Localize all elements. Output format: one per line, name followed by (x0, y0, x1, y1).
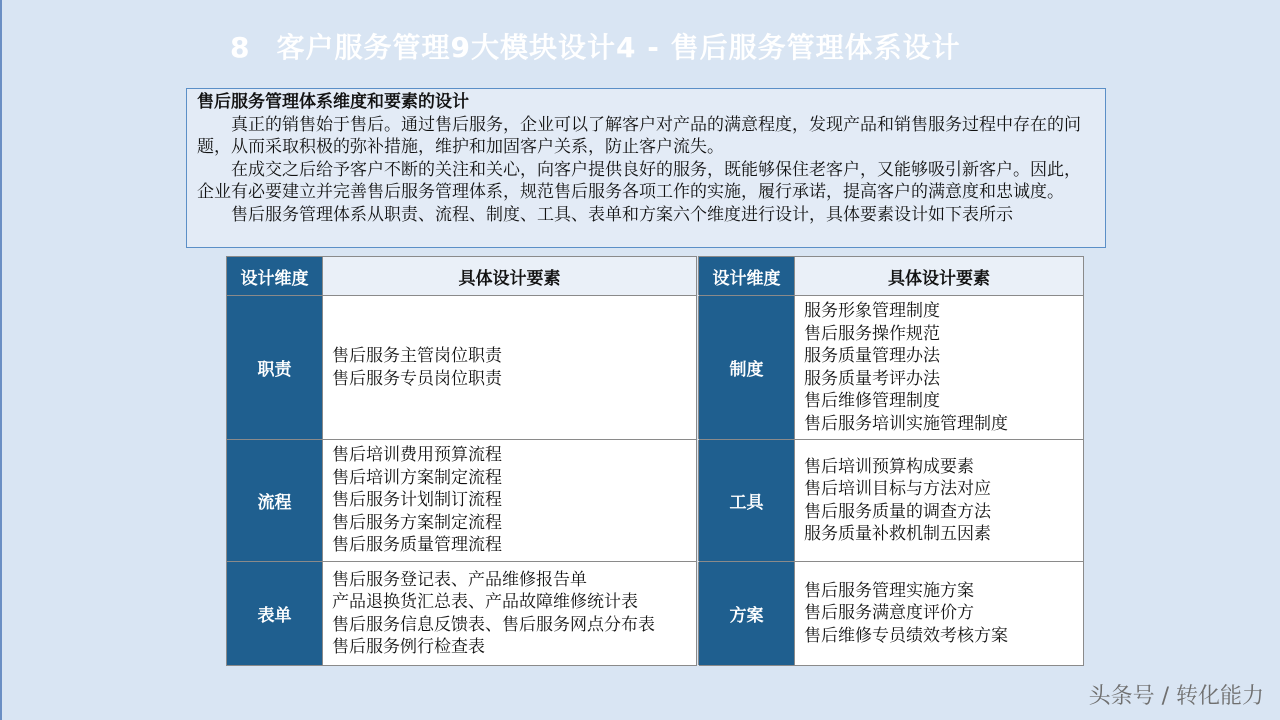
elements-cell (323, 296, 697, 440)
table-row (227, 562, 1084, 666)
element-item: 售后服务质量的调查方法 (804, 501, 991, 522)
intro-paragraph: 在成交之后给予客户不断的关注和关心，向客户提供良好的服务，既能够保住老客户，又能够吸引新客户。因此，企业有必要建立并完善售后服务管理体系，规范售后服务各项工作的实施，履行承诺，提高客户的满意度和忠诚度。 (197, 159, 1081, 202)
header-elements: 具体设计要素 (323, 257, 697, 296)
table-header-row (227, 257, 1084, 296)
element-item: 售后服务主管岗位职责 (332, 346, 502, 366)
element-item: 售后服务专员岗位职责 (332, 368, 502, 389)
header-dimension: 设计维度 (227, 257, 323, 296)
element-item: 售后服务计划制订流程 (332, 490, 502, 511)
dimension-cell: 流程 (227, 440, 323, 562)
elements-cell (795, 562, 1084, 666)
slide-number: 8 (230, 31, 251, 64)
element-item: 售后培训预算构成要素 (804, 456, 974, 477)
element-item: 服务质量管理办法 (804, 346, 940, 366)
element-item: 售后服务登记表、产品维修报告单 (332, 569, 587, 590)
design-elements-table (226, 256, 1084, 666)
table-row (227, 296, 1084, 440)
element-item: 售后服务培训实施管理制度 (804, 413, 1008, 434)
element-item: 售后服务操作规范 (804, 323, 940, 344)
header-elements: 具体设计要素 (795, 257, 1084, 296)
table-row (227, 440, 1084, 562)
element-item: 产品退换货汇总表、产品故障维修统计表 (332, 592, 638, 612)
element-item: 售后维修管理制度 (804, 391, 940, 411)
elements-cell (323, 562, 697, 666)
element-item: 售后维修专员绩效考核方案 (804, 625, 1008, 646)
intro-paragraph: 售后服务管理体系从职责、流程、制度、工具、表单和方案六个维度进行设计，具体要素设计如下表所示 (231, 204, 1013, 225)
element-item: 服务质量考评办法 (804, 368, 940, 389)
elements-cell (323, 440, 697, 562)
element-item: 服务形象管理制度 (804, 301, 940, 321)
element-item: 售后培训费用预算流程 (332, 445, 502, 466)
intro-paragraph: 真正的销售始于售后。通过售后服务，企业可以了解客户对产品的满意程度，发现产品和销售服务过程中存在的问题，从而采取积极的弥补措施，维护和加固客户关系，防止客户流失。 (197, 114, 1081, 157)
dimension-cell: 表单 (227, 562, 323, 666)
element-item: 售后服务管理实施方案 (804, 580, 974, 601)
element-item: 售后服务满意度评价方 (804, 603, 974, 624)
element-item: 售后服务质量管理流程 (332, 535, 502, 556)
watermark-text: 头条号 / 转化能力 (1088, 684, 1264, 709)
slide-title (230, 26, 961, 70)
slide-title-text: 客户服务管理9大模块设计4 - 售后服务管理体系设计 (276, 31, 961, 64)
dimension-cell: 方案 (699, 562, 795, 666)
intro-textbox (186, 88, 1106, 248)
element-item: 售后服务例行检查表 (332, 637, 485, 657)
dimension-cell: 工具 (699, 440, 795, 562)
element-item: 售后培训目标与方法对应 (804, 479, 991, 499)
elements-cell (795, 296, 1084, 440)
intro-heading: 售后服务管理体系维度和要素的设计 (197, 92, 469, 112)
element-item: 售后服务信息反馈表、售后服务网点分布表 (332, 614, 655, 635)
elements-cell (795, 440, 1084, 562)
element-item: 服务质量补救机制五因素 (804, 524, 991, 544)
dimension-cell: 制度 (699, 296, 795, 440)
header-dimension: 设计维度 (699, 257, 795, 296)
dimension-cell: 职责 (227, 296, 323, 440)
element-item: 售后培训方案制定流程 (332, 467, 502, 488)
element-item: 售后服务方案制定流程 (332, 512, 502, 533)
